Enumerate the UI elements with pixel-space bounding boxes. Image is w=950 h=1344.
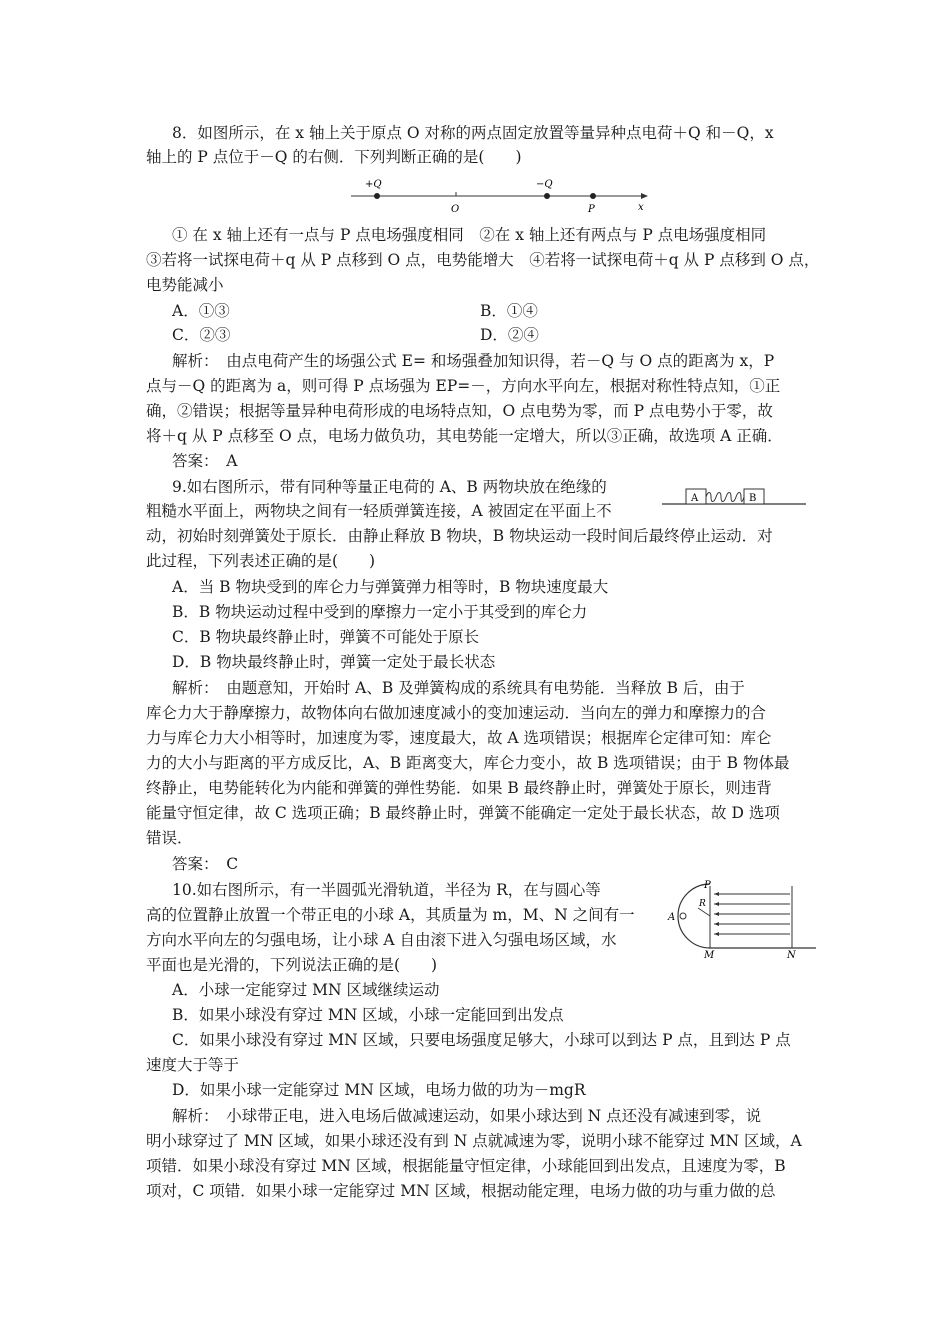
q10-analysis-3: 项错．如果小球没有穿过 MN 区域，根据能量守恒定律，小球能回到出发点，且速度为零，B bbox=[146, 1157, 786, 1175]
q8-stem-line-2: 轴上的 P 点位于－Q 的右侧．下列判断正确的是( ) bbox=[146, 148, 522, 166]
q9-analysis-2: 库仑力大于静摩擦力，故物体向右做加速度减小的变加速运动．当向左的弹力和摩擦力的合 bbox=[146, 704, 767, 722]
p-label: P bbox=[704, 880, 711, 891]
q8-statement-1: ① 在 x 轴上还有一点与 P 点电场强度相同 ②在 x 轴上还有两点与 P 点电场强度相同 bbox=[172, 226, 767, 244]
q9-analysis-3: 力与库仑力大小相等时，加速度为零，速度最大，故 A 选项错误；根据库仑定律可知：库仑 bbox=[146, 729, 772, 747]
q8-analysis-4: 将＋q 从 P 点移至 O 点，电场力做负功，其电势能一定增大，所以③正确，故选项 A 正确． bbox=[146, 427, 783, 445]
q9-analysis-7: 错误． bbox=[146, 829, 193, 847]
r-label: R bbox=[699, 899, 706, 909]
q10-option-a: A．小球一定能穿过 MN 区域继续运动 bbox=[172, 981, 440, 999]
block-b-label: B bbox=[749, 493, 757, 504]
q10-track-figure bbox=[666, 878, 822, 958]
q10-analysis-2: 明小球穿过了 MN 区域，如果小球还没有到 N 点就减速为零，说明小球不能穿过 MN 区域，A bbox=[146, 1132, 802, 1150]
q9-spring-figure bbox=[660, 480, 810, 508]
q9-stem-line-4: 此过程，下列表述正确的是( ) bbox=[146, 552, 376, 570]
q10-option-c: C．如果小球没有穿过 MN 区域，只要电场强度足够大，小球可以到达 P 点，且到达 P 点 bbox=[172, 1031, 791, 1049]
q8-analysis-2: 点与－Q 的距离为 a，则可得 P 点场强为 EP=－，方向水平向左，根据对称性特点知，①正 bbox=[146, 377, 781, 395]
q10-option-b: B．如果小球没有穿过 MN 区域，小球一定能回到出发点 bbox=[172, 1006, 564, 1024]
m-label: M bbox=[704, 950, 715, 958]
q9-option-d: D．B 物块最终静止时，弹簧一定处于最长状态 bbox=[172, 653, 496, 671]
q10-option-d: D．如果小球一定能穿过 MN 区域，电场力做的功为－mgR bbox=[172, 1081, 586, 1099]
a-label: A bbox=[668, 912, 676, 923]
p-label: P bbox=[588, 204, 595, 215]
q8-axis-figure bbox=[345, 172, 655, 216]
q9-answer: 答案： C bbox=[172, 855, 239, 873]
q10-stem-line-1: 10.如右图所示，有一半圆弧光滑轨道，半径为 R，在与圆心等 bbox=[172, 881, 601, 899]
q10-stem-line-3: 方向水平向左的匀强电场，让小球 A 自由滚下进入匀强电场区域，水 bbox=[146, 931, 617, 949]
n-label: N bbox=[787, 950, 796, 958]
q8-option-c: C．②③ bbox=[172, 326, 231, 344]
q10-stem-line-2: 高的位置静止放置一个带正电的小球 A，其质量为 m，M、N 之间有一 bbox=[146, 906, 635, 924]
q10-analysis-1: 解析： 小球带正电，进入电场后做减速运动，如果小球达到 N 点还没有减速到零，说 bbox=[172, 1107, 762, 1125]
q8-option-a: A．①③ bbox=[172, 302, 230, 320]
q8-answer: 答案： A bbox=[172, 452, 238, 470]
q9-stem-line-3: 动，初始时刻弹簧处于原长．由静止释放 B 物块，B 物块运动一段时间后最终停止运动．对 bbox=[146, 527, 773, 545]
q8-option-b: B．①④ bbox=[480, 302, 538, 320]
q10-stem-line-4: 平面也是光滑的，下列说法正确的是( ) bbox=[146, 956, 438, 974]
q9-analysis-6: 能量守恒定律，故 C 选项正确；B 最终静止时，弹簧不能确定一定处于最长状态，故 D 选项 bbox=[146, 804, 780, 822]
minus-q-label: −Q bbox=[536, 179, 553, 190]
origin-label: O bbox=[451, 204, 460, 215]
block-a-label: A bbox=[691, 493, 699, 504]
q8-statement-3: 电势能减小 bbox=[146, 276, 224, 294]
q9-stem-line-2: 粗糙水平面上，两物块之间有一轻质弹簧连接，A 被固定在平面上不 bbox=[146, 502, 612, 520]
q9-analysis-1: 解析： 由题意知，开始时 A、B 及弹簧构成的系统具有电势能．当释放 B 后，由于 bbox=[172, 679, 745, 697]
q9-analysis-5: 终静止，电势能转化为内能和弹簧的弹性势能．如果 B 最终静止时，弹簧处于原长，则违背 bbox=[146, 779, 772, 797]
q8-statement-2: ③若将一试探电荷＋q 从 P 点移到 O 点，电势能增大 ④若将一试探电荷＋q 从 P 点移到 O 点， bbox=[146, 251, 820, 269]
axis-x-label: x bbox=[638, 202, 644, 213]
q9-option-a: A．当 B 物块受到的库仑力与弹簧弹力相等时，B 物块速度最大 bbox=[172, 578, 609, 596]
plus-q-label: +Q bbox=[365, 179, 382, 190]
q9-stem-line-1: 9.如右图所示，带有同种等量正电荷的 A、B 两物块放在绝缘的 bbox=[172, 478, 607, 496]
q10-analysis-4: 项对，C 项错．如果小球一定能穿过 MN 区域，根据动能定理，电场力做的功与重力做的总 bbox=[146, 1182, 776, 1200]
q8-analysis-3: 确，②错误；根据等量异种电荷形成的电场特点知，O 点电势为零，而 P 点电势小于零，故 bbox=[146, 402, 773, 420]
q8-stem-line-1: 8．如图所示，在 x 轴上关于原点 O 对称的两点固定放置等量异种点电荷＋Q 和－Q，x bbox=[172, 124, 774, 142]
q10-option-c-cont: 速度大于等于 bbox=[146, 1056, 240, 1074]
q8-analysis-1: 解析： 由点电荷产生的场强公式 E= 和场强叠加知识得，若－Q 与 O 点的距离为 x，P bbox=[172, 352, 775, 370]
q8-option-d: D．②④ bbox=[480, 326, 539, 344]
q9-option-c: C．B 物块最终静止时，弹簧不可能处于原长 bbox=[172, 628, 480, 646]
q9-analysis-4: 力的大小与距离的平方成反比，A、B 距离变大，库仑力变小，故 B 选项错误；由于 B 物体最 bbox=[146, 754, 790, 772]
q9-option-b: B．B 物块运动过程中受到的摩擦力一定小于其受到的库仑力 bbox=[172, 603, 588, 621]
